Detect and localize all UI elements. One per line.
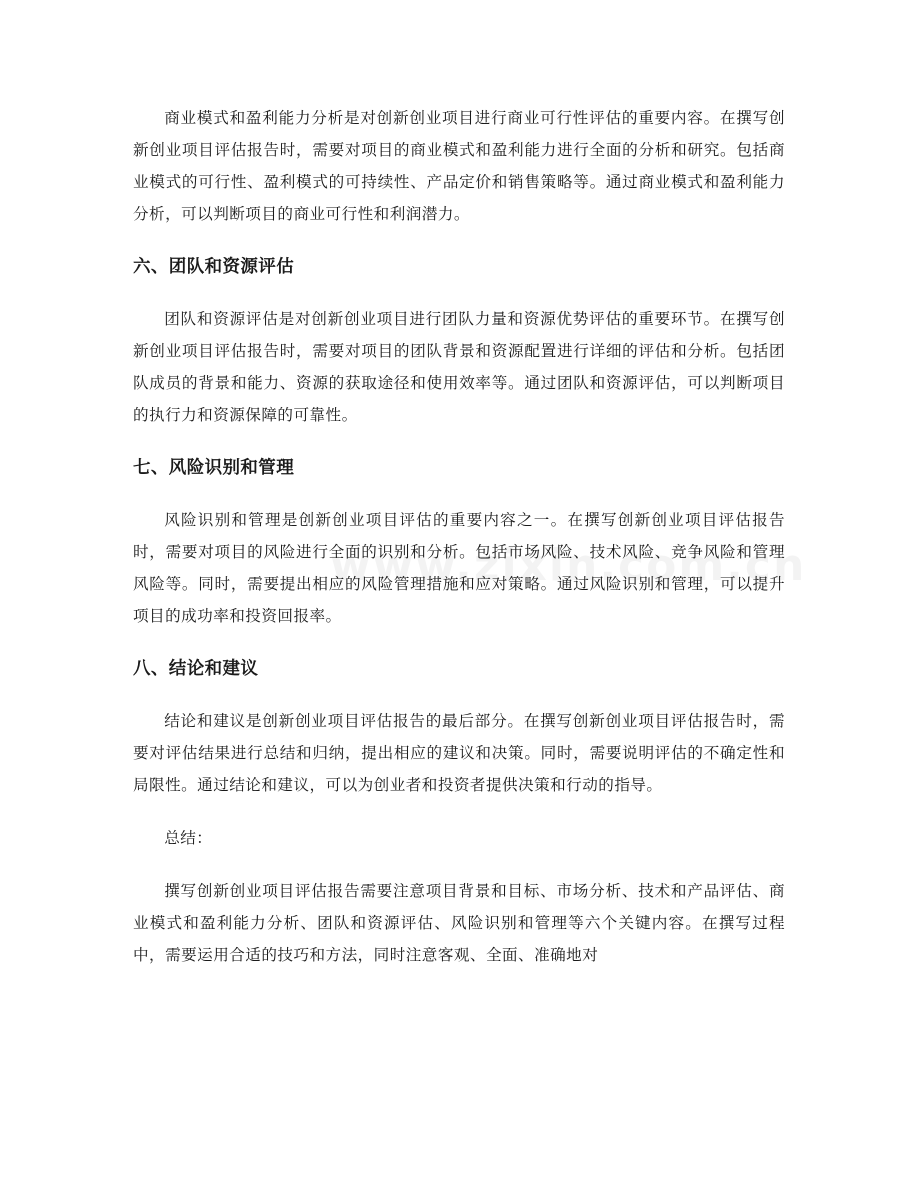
section-heading-risk-management: 七、风险识别和管理 — [133, 458, 295, 478]
summary-label: 总结： — [164, 829, 213, 847]
intro-paragraph: 商业模式和盈利能力分析是对创新创业项目进行商业可行性评估的重要内容。在撰写创新创业项目评估报告时，需要对项目的商业模式和盈利能力进行全面的分析和研究。包括商业模式的可行性、盈利模式的可持续性、产品定价和销售策略等。通过商业模式和盈利能力分析，可以判断项目的商业可行性和利润潜力。 — [133, 109, 785, 223]
section-body-risk-management: 风险识别和管理是创新创业项目评估的重要内容之一。在撰写创新创业项目评估报告时，需要对项目的风险进行全面的识别和分析。包括市场风险、技术风险、竞争风险和管理风险等。同时，需要提出相应的风险管理措施和应对策略。通过风险识别和管理，可以提升项目的成功率和投资回报率。 — [133, 511, 785, 625]
section-heading-team-resources: 六、团队和资源评估 — [133, 257, 295, 277]
section-heading-conclusion: 八、结论和建议 — [133, 659, 259, 679]
section-body-team-resources: 团队和资源评估是对创新创业项目进行团队力量和资源优势评估的重要环节。在撰写创新创业项目评估报告时，需要对项目的团队背景和资源配置进行详细的评估和分析。包括团队成员的背景和能力、资源的获取途径和使用效率等。通过团队和资源评估，可以判断项目的执行力和资源保障的可靠性。 — [133, 310, 785, 424]
summary-paragraph: 撰写创新创业项目评估报告需要注意项目背景和目标、市场分析、技术和产品评估、商业模式和盈利能力分析、团队和资源评估、风险识别和管理等六个关键内容。在撰写过程中，需要运用合适的技巧和方法，同时注意客观、全面、准确地对 — [133, 882, 785, 964]
section-body-conclusion: 结论和建议是创新创业项目评估报告的最后部分。在撰写创新创业项目评估报告时，需要对评估结果进行总结和归纳，提出相应的建议和决策。同时，需要说明评估的不确定性和局限性。通过结论和建议，可以为创业者和投资者提供决策和行动的指导。 — [133, 712, 785, 794]
document-body — [133, 102, 785, 971]
